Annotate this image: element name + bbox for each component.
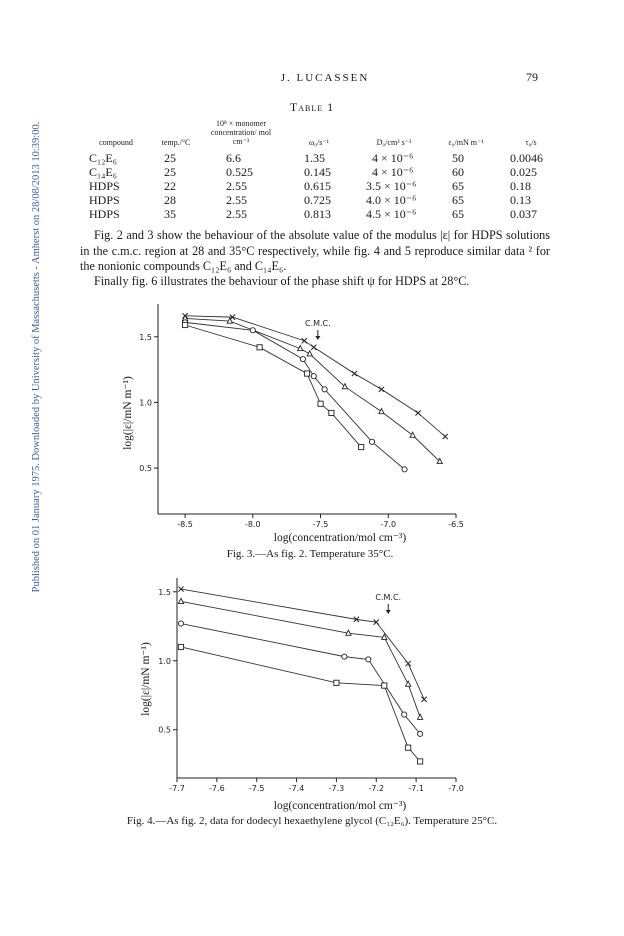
table-title: Table 1 bbox=[289, 100, 335, 114]
cmc-annotation: C.M.C. bbox=[304, 319, 331, 328]
table-cell: HDPS bbox=[89, 207, 120, 221]
table-cell: 2.55 bbox=[226, 193, 247, 207]
table-cell: 1.35 bbox=[304, 151, 325, 165]
table-cell: 60 bbox=[452, 165, 464, 179]
x-tick-label: -7.4 bbox=[288, 784, 305, 793]
table-cell: 25 bbox=[164, 151, 176, 165]
figure-3-caption: Fig. 3.—As fig. 2. Temperature 35°C. bbox=[226, 548, 394, 560]
data-point-x bbox=[406, 661, 411, 666]
series-line-triangle bbox=[181, 601, 420, 717]
table-cell: 65 bbox=[452, 193, 464, 207]
data-point-triangle bbox=[406, 681, 411, 686]
table-cell: 4 × 10⁻⁶ bbox=[372, 151, 414, 165]
x-tick-label: -7.5 bbox=[312, 520, 329, 529]
table-cell: 0.525 bbox=[226, 165, 253, 179]
data-point-square bbox=[382, 683, 387, 688]
data-point-square bbox=[418, 759, 423, 764]
table-header-omega: ω₀/s⁻¹ bbox=[308, 138, 329, 147]
paragraph-figures-description: Fig. 2 and 3 show the behaviour of the absolute value of the modulus |ε| for HDPS solutions in the c.m.c. region at 28 and 35°C respectively, while fig. 4 and 5 reproduce similar data ² for the nonionic compounds C₁₂E₆ and C₁₄E₆. bbox=[80, 228, 550, 273]
page-number: 79 bbox=[526, 70, 538, 84]
table-cell: 0.725 bbox=[304, 193, 331, 207]
table-cell: 65 bbox=[452, 207, 464, 221]
y-tick-label: 1.5 bbox=[158, 587, 171, 597]
x-tick-label: -7.0 bbox=[448, 784, 464, 793]
table-cell: 0.0046 bbox=[510, 151, 543, 165]
table-header-epsilon: ε₀/mN m⁻¹ bbox=[448, 138, 484, 147]
table-cell: 0.145 bbox=[304, 165, 331, 179]
table-cell: 4 × 10⁻⁶ bbox=[372, 165, 414, 179]
data-point-x bbox=[422, 697, 427, 702]
table-header-concentration: 10⁸ × monomer concentration/ mol cm⁻³ bbox=[210, 119, 272, 146]
y-tick-label: 1.0 bbox=[139, 398, 152, 408]
data-point-circle bbox=[342, 654, 347, 659]
table-cell: 0.813 bbox=[304, 207, 331, 221]
data-point-triangle bbox=[178, 598, 183, 603]
table-cell: 35 bbox=[164, 207, 176, 221]
table-cell: HDPS bbox=[89, 179, 120, 193]
table-cell: 65 bbox=[452, 179, 464, 193]
series-line-circle bbox=[181, 624, 420, 734]
x-tick-label: -6.5 bbox=[448, 520, 464, 529]
x-tick-label: -7.5 bbox=[248, 784, 265, 793]
cmc-arrowhead bbox=[386, 610, 391, 614]
figure-3-xlabel: log(concentration/mol cm⁻³) bbox=[273, 532, 407, 544]
table-cell: C₁₄E₆ bbox=[89, 165, 117, 179]
cmc-annotation: C.M.C. bbox=[375, 593, 402, 602]
table-cell: 22 bbox=[164, 179, 176, 193]
table-header-temp: temp./°C bbox=[161, 138, 191, 147]
table-cell: HDPS bbox=[89, 193, 120, 207]
table-cell: C₁₂E₆ bbox=[89, 151, 117, 165]
table-cell: 6.6 bbox=[226, 151, 241, 165]
table-cell: 28 bbox=[164, 193, 176, 207]
figure-4-ylabel: log(|ε|/mN m⁻¹) bbox=[140, 642, 152, 716]
data-point-square bbox=[178, 644, 183, 649]
data-point-circle bbox=[402, 712, 407, 717]
table-cell: 0.037 bbox=[510, 207, 537, 221]
table-cell: 4.5 × 10⁻⁶ bbox=[366, 207, 417, 221]
figure-3-ylabel: log(|ε|/mN m⁻¹) bbox=[122, 376, 134, 450]
table-header-diffusion: D₀/cm² s⁻¹ bbox=[376, 138, 412, 147]
table-cell: 2.55 bbox=[226, 179, 247, 193]
running-head: J. LUCASSEN bbox=[280, 72, 370, 84]
y-tick-label: 0.5 bbox=[139, 464, 152, 474]
x-tick-label: -7.3 bbox=[328, 784, 345, 793]
figure-4-xlabel: log(concentration/mol cm⁻³) bbox=[273, 800, 407, 812]
table-header-compound: compound bbox=[99, 138, 133, 147]
y-tick-label: 1.5 bbox=[139, 332, 152, 342]
series-line-square bbox=[181, 647, 420, 761]
data-point-triangle bbox=[418, 714, 423, 719]
figure-4-caption: Fig. 4.—As fig. 2, data for dodecyl hexaethylene glycol (C₁₂E₆). Temperature 25°C. bbox=[126, 815, 498, 827]
table-cell: 25 bbox=[164, 165, 176, 179]
x-tick-label: -7.2 bbox=[368, 784, 385, 793]
table-cell: 0.615 bbox=[304, 179, 331, 193]
table-cell: 2.55 bbox=[226, 207, 247, 221]
data-point-circle bbox=[178, 621, 183, 626]
table-cell: 4.0 × 10⁻⁶ bbox=[366, 193, 417, 207]
x-tick-label: -8.5 bbox=[177, 520, 193, 529]
table-header-tau: τ₀/s bbox=[525, 138, 537, 147]
data-point-circle bbox=[418, 731, 423, 736]
x-tick-label: -7.1 bbox=[408, 784, 424, 793]
download-watermark: Published on 01 January 1975. Downloaded by University of Massachusetts - Amherst on 28/08/2013 10:39:00. bbox=[31, 121, 42, 593]
data-point-square bbox=[334, 680, 339, 685]
x-tick-label: -7.0 bbox=[380, 520, 397, 529]
table-cell: 3.5 × 10⁻⁶ bbox=[366, 179, 417, 193]
paragraph-phase-shift: Finally fig. 6 illustrates the behaviour of the phase shift ψ for HDPS at 28°C. bbox=[94, 274, 470, 288]
y-tick-label: 0.5 bbox=[158, 725, 171, 735]
table-cell: 0.025 bbox=[510, 165, 537, 179]
x-tick-label: -7.6 bbox=[209, 784, 225, 793]
x-tick-label: -8.0 bbox=[245, 520, 261, 529]
data-point-square bbox=[406, 745, 411, 750]
table-cell: 50 bbox=[452, 151, 464, 165]
table-cell: 0.18 bbox=[510, 179, 531, 193]
data-point-circle bbox=[366, 657, 371, 662]
y-tick-label: 1.0 bbox=[158, 656, 171, 666]
x-tick-label: -7.7 bbox=[169, 784, 185, 793]
table-cell: 0.13 bbox=[510, 193, 531, 207]
